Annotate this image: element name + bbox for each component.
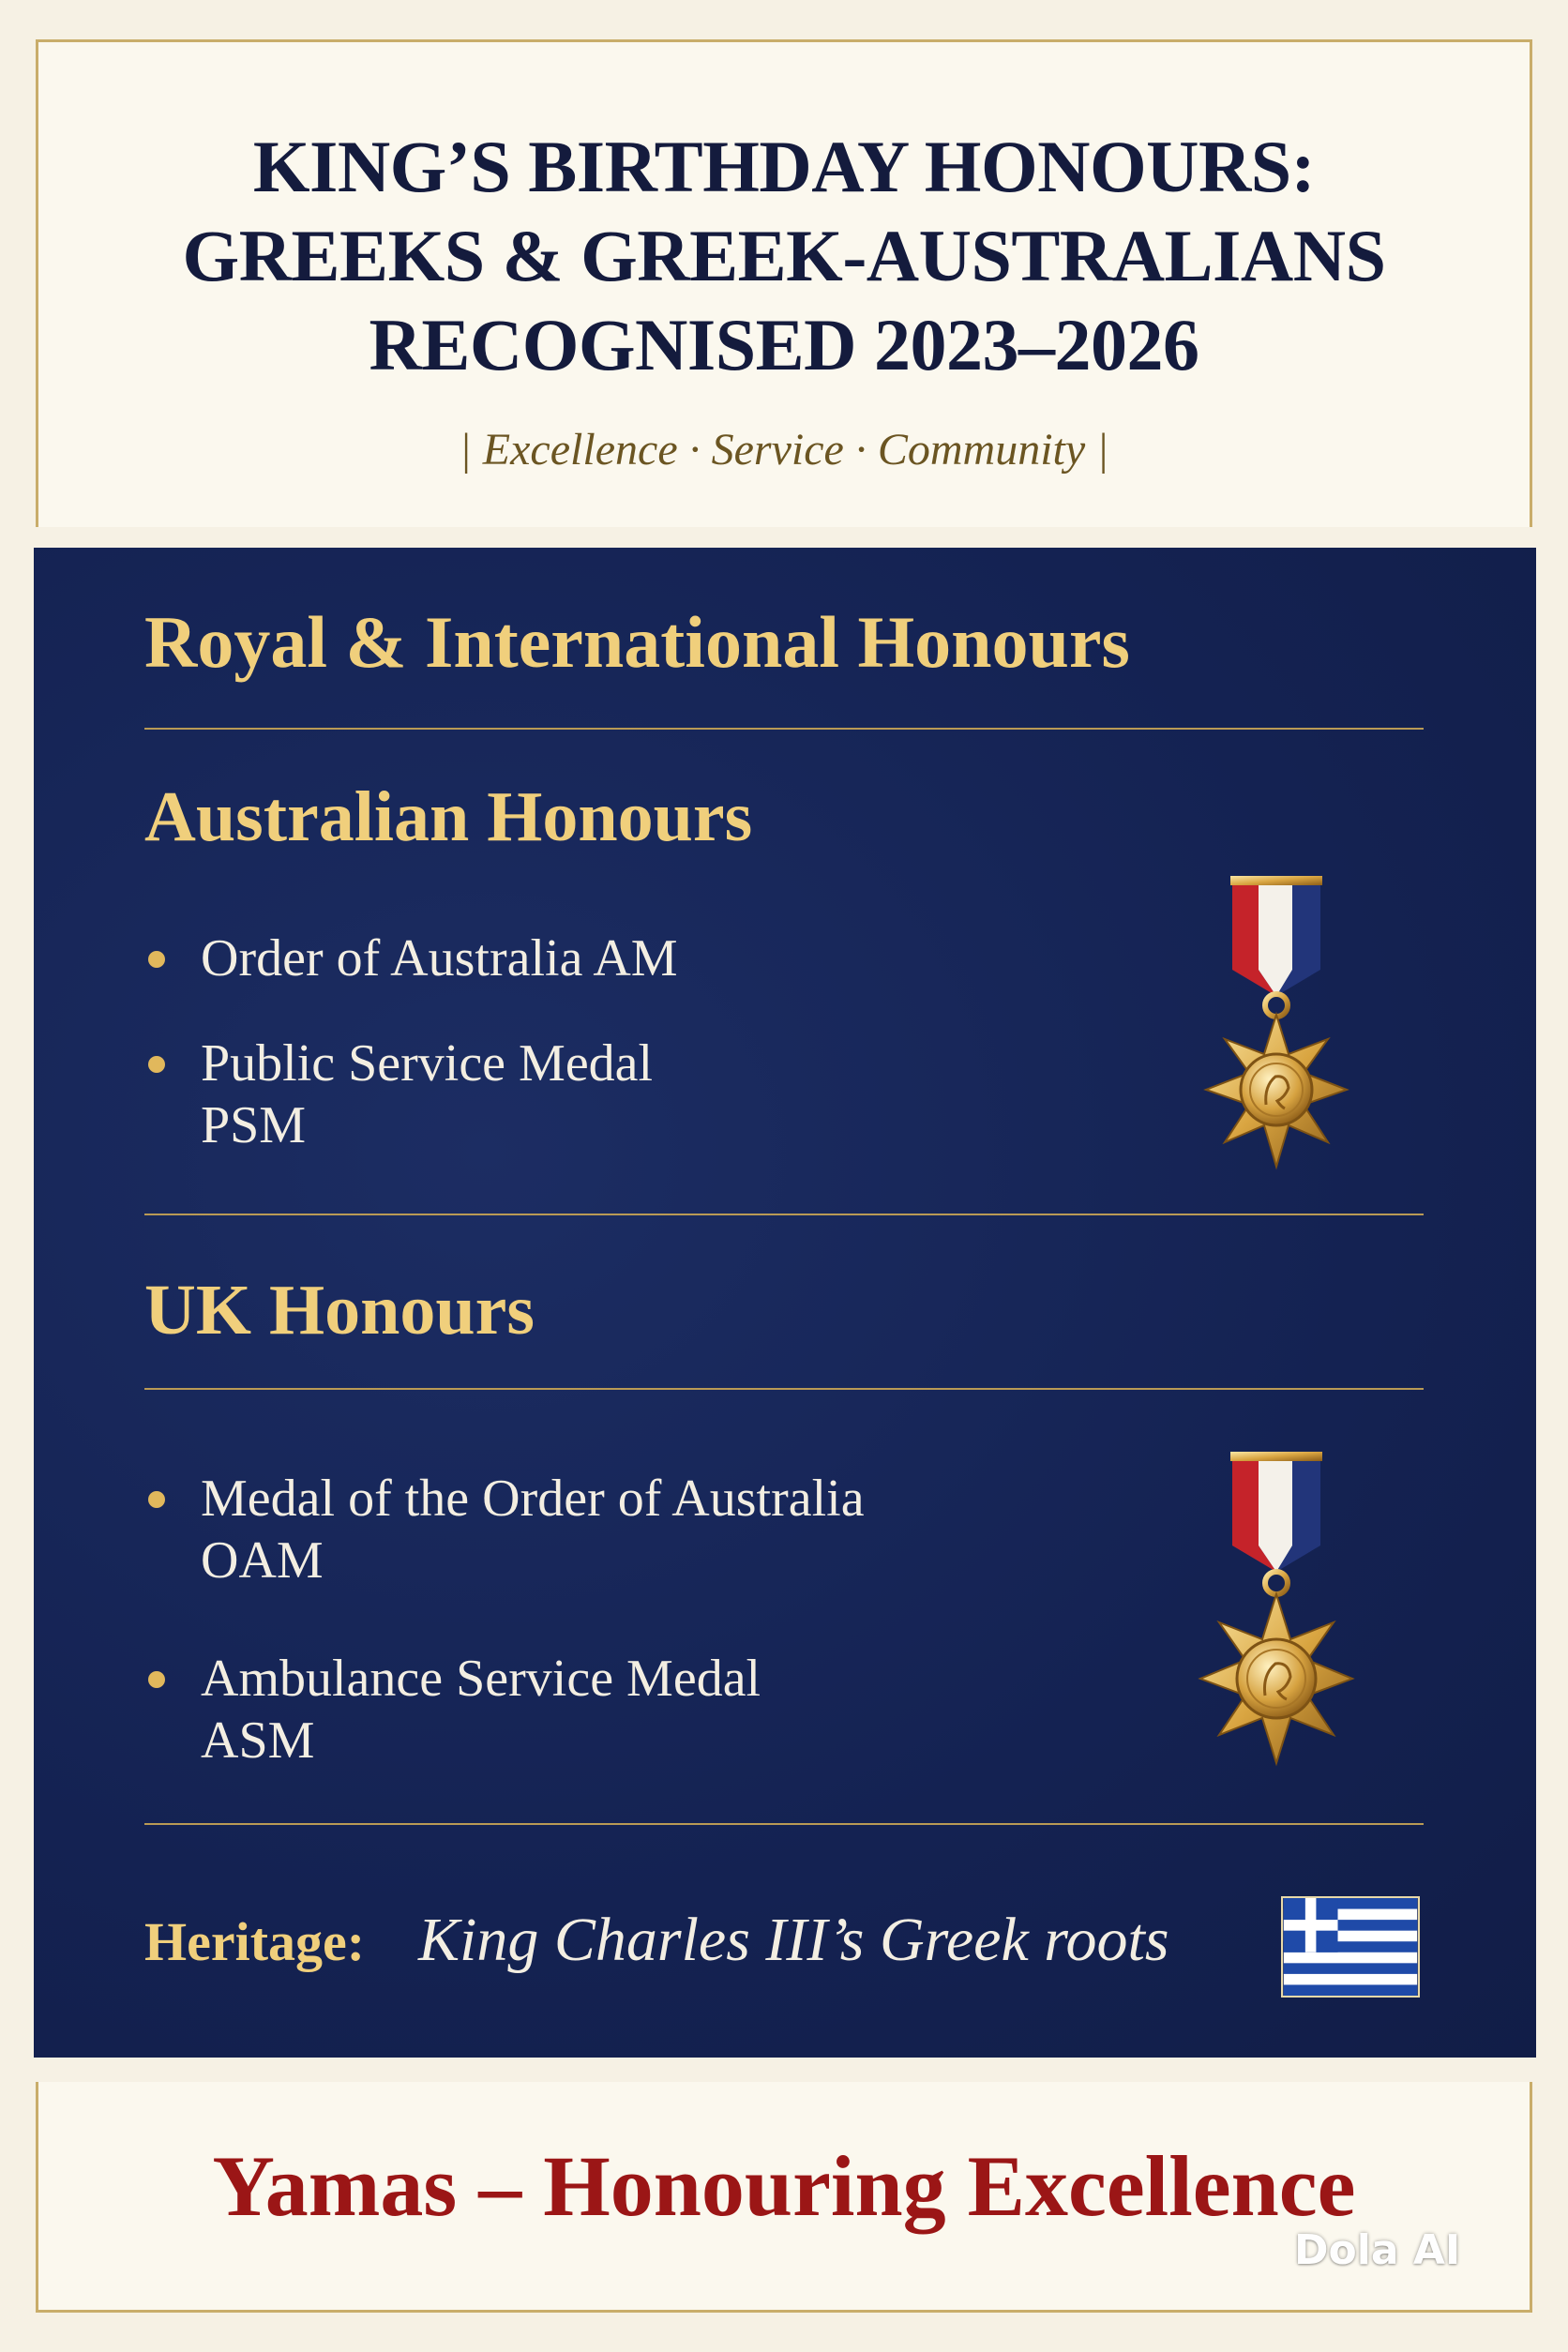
list-item-line: Ambulance Service Medal — [201, 1650, 761, 1708]
medal-icon — [1187, 1452, 1365, 1767]
list-item-line: Order of Australia AM — [201, 929, 678, 988]
footer-slogan: Yamas – Honouring Excellence — [212, 2138, 1356, 2234]
title-line-1: KING’S BIRTHDAY HONOURS: — [252, 126, 1316, 207]
uk-honours-heading: UK Honours — [144, 1271, 535, 1349]
list-item-abbrev: ASM — [201, 1711, 315, 1770]
bullet — [148, 1671, 165, 1688]
list-item-abbrev: PSM — [201, 1096, 307, 1154]
divider — [144, 1388, 1424, 1390]
list-item-abbrev: OAM — [201, 1531, 324, 1590]
divider — [144, 728, 1424, 730]
greek-flag-icon — [1281, 1896, 1420, 1998]
divider — [144, 1823, 1424, 1825]
title-line-3: RECOGNISED 2023–2026 — [369, 304, 1199, 385]
list-item-order-of-australia — [201, 927, 678, 989]
bullet — [148, 951, 165, 968]
list-item-public-service-medal — [201, 1033, 653, 1156]
list-item-ambulance-service-medal — [201, 1648, 761, 1772]
list-item-line: Medal of the Order of Australia — [201, 1470, 865, 1528]
title-line-2: GREEKS & GREEK-AUSTRALIANS — [182, 215, 1386, 296]
page-title — [0, 122, 1568, 389]
tagline: | Excellence · Service · Community | — [459, 425, 1109, 475]
bullet — [148, 1056, 165, 1073]
heritage-label: Heritage: — [144, 1911, 366, 1972]
australian-honours-heading: Australian Honours — [144, 777, 753, 856]
list-item-line: Public Service Medal — [201, 1034, 654, 1093]
divider — [144, 1214, 1424, 1215]
royal-international-heading: Royal & International Honours — [144, 601, 1130, 683]
medal-icon — [1187, 876, 1365, 1172]
heritage-text: King Charles III’s Greek roots — [418, 1906, 1169, 1974]
bullet — [148, 1491, 165, 1508]
watermark-text: Dola AI — [1294, 2226, 1461, 2274]
list-item-medal-order-of-australia — [201, 1468, 865, 1591]
